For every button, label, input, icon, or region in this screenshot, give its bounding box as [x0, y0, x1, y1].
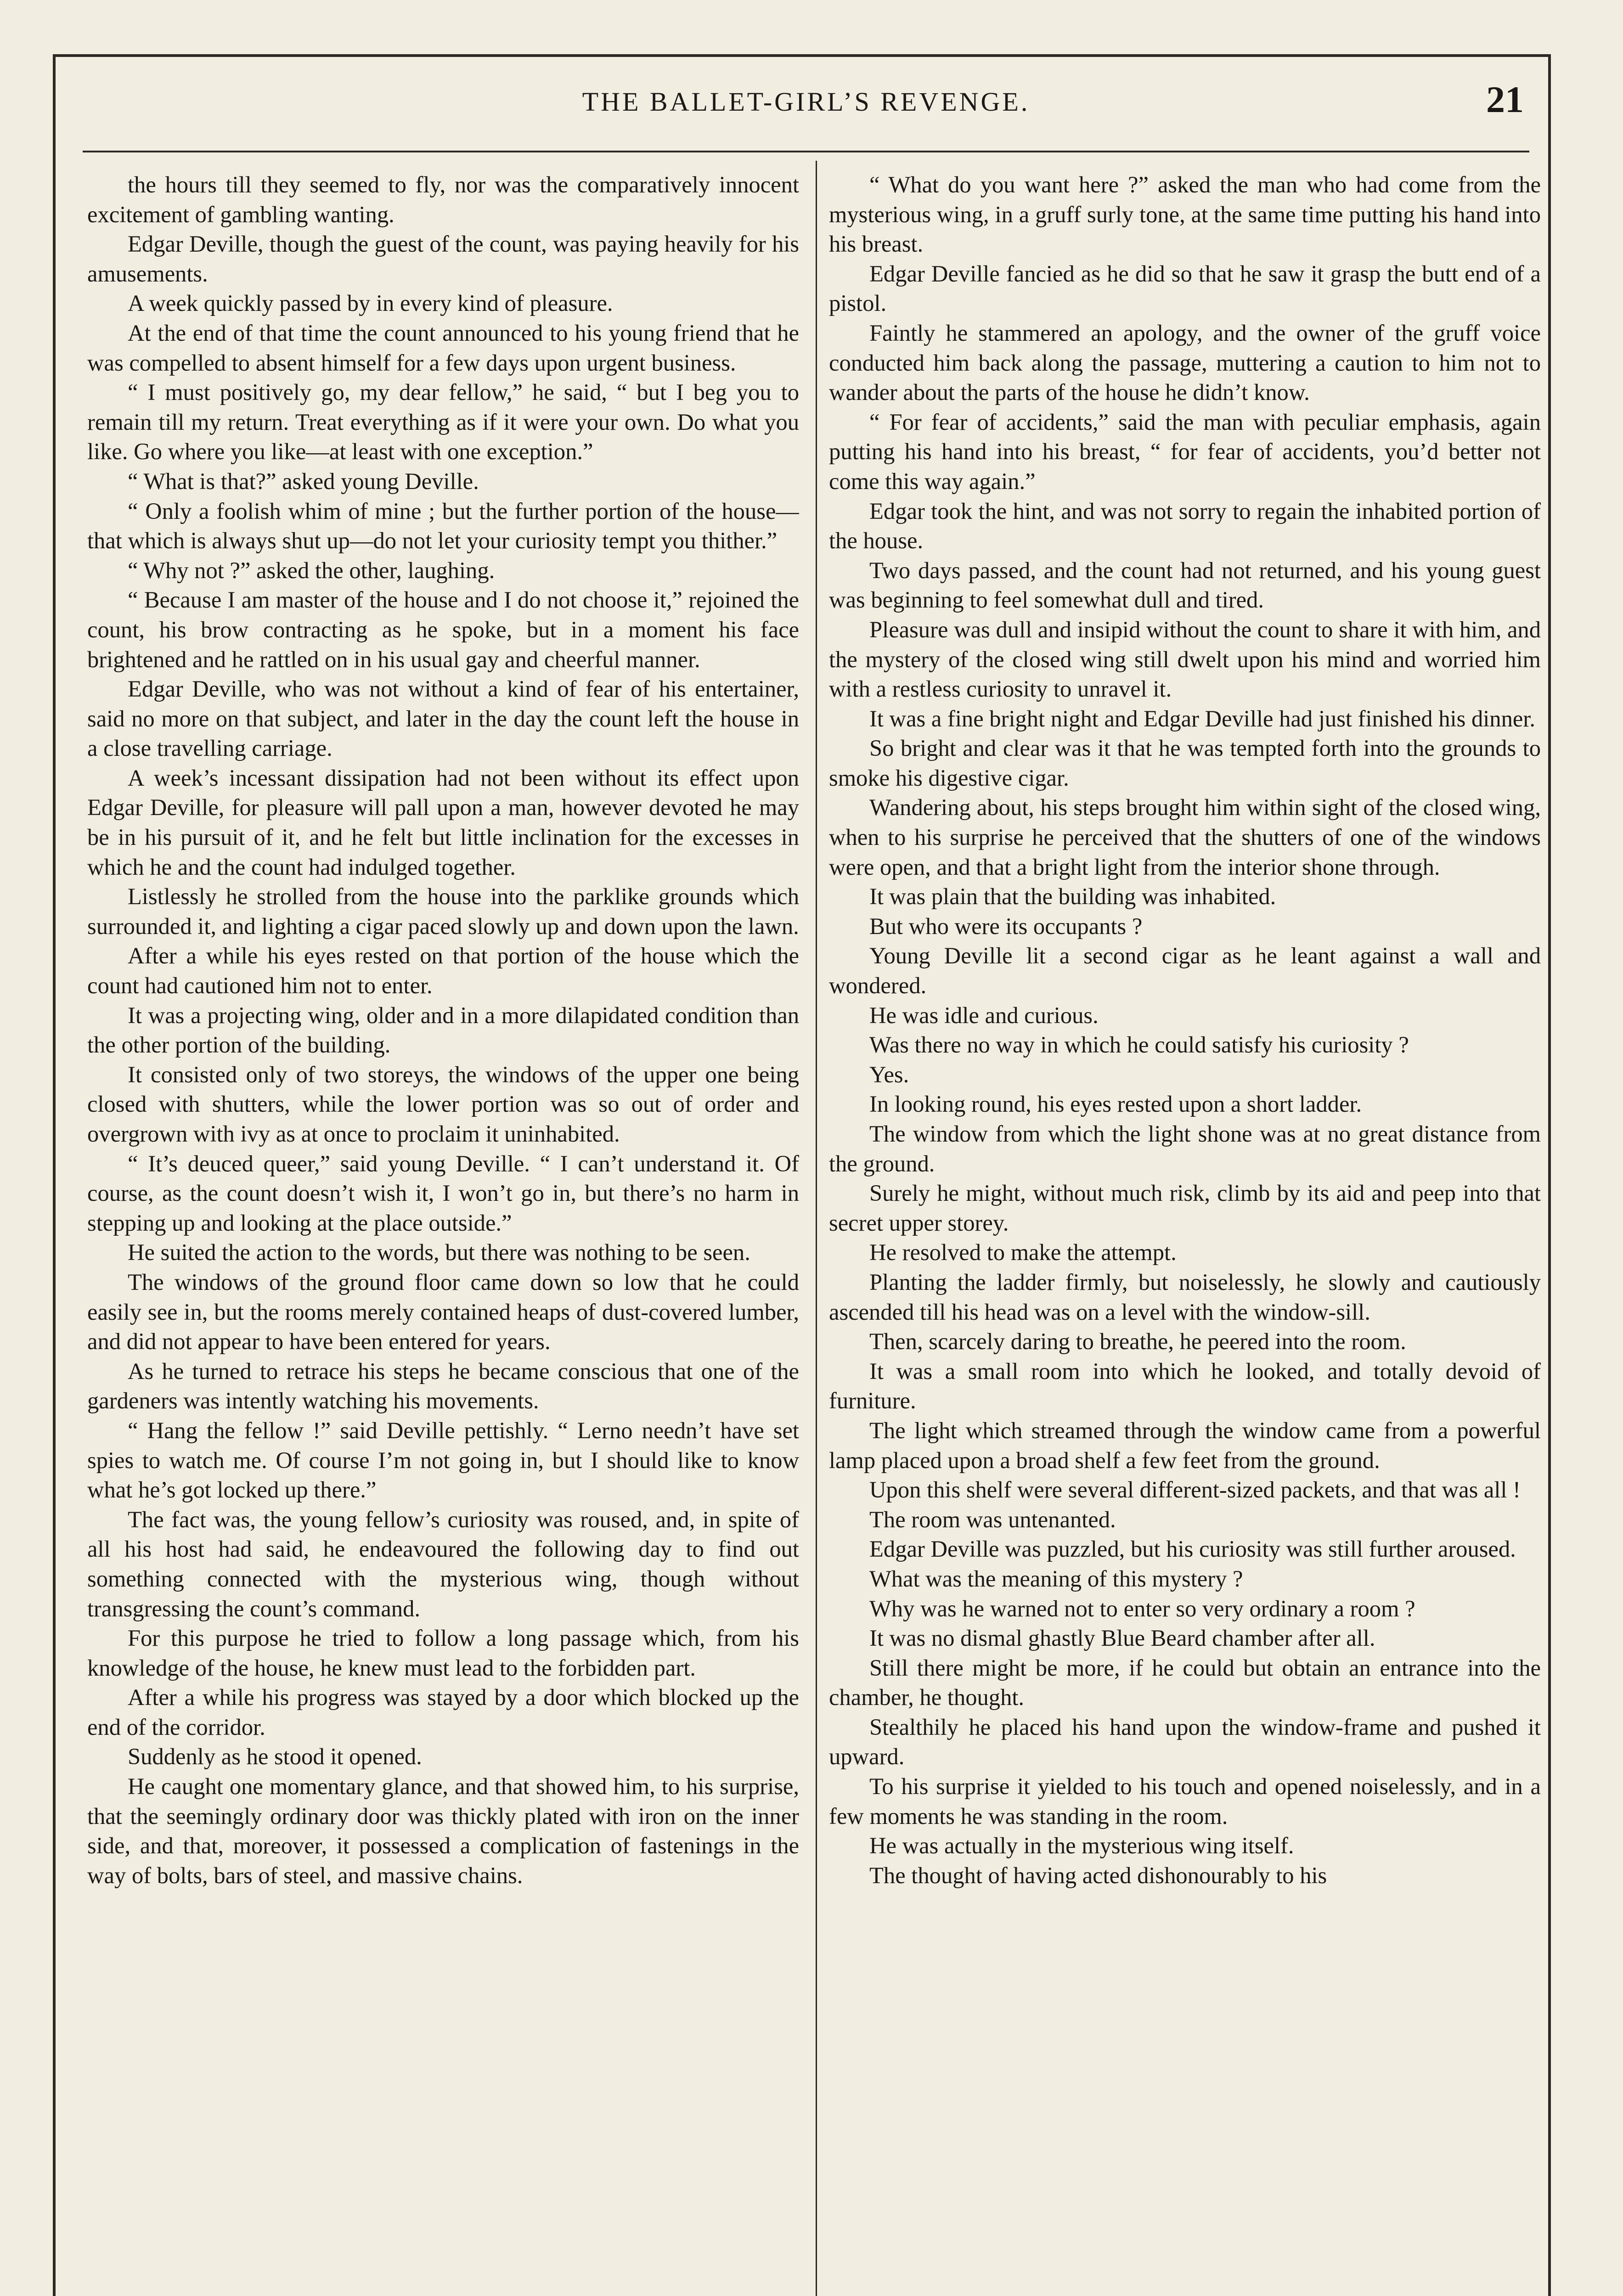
- paragraph: It was plain that the building was inhabited.: [869, 884, 1276, 910]
- paragraph: He was idle and curious.: [869, 1002, 1099, 1028]
- paragraph: “ What do you want here ?” asked the man who had come from the mysterious wing, in a gruff surly tone, at the same time putting his hand into his breast.: [829, 172, 1541, 257]
- running-title: THE BALLET-GIRL’S REVENGE.: [582, 87, 1030, 117]
- paragraph: The fact was, the young fellow’s curiosity was roused, and, in spite of all his host had said, he endeavoured the following day to find out something connected with the mysterious wing, though without transgressing the count’s command.: [87, 1506, 799, 1621]
- paragraph: the hours till they seemed to fly, nor was the comparatively innocent excitement of gambling wanting.: [87, 172, 799, 227]
- column-divider: [816, 161, 817, 2296]
- paragraph: It was a small room into which he looked, and totally devoid of furniture.: [829, 1358, 1541, 1414]
- paragraph: “ Why not ?” asked the other, laughing.: [128, 557, 495, 583]
- paragraph: Edgar took the hint, and was not sorry to regain the inhabited portion of the house.: [829, 498, 1541, 554]
- paragraph: The room was untenanted.: [869, 1506, 1116, 1532]
- paragraph: “ Only a foolish whim of mine ; but the further portion of the house—that which is always shut up—do not let your curiosity tempt you thither.”: [87, 498, 799, 554]
- paragraph: After a while his progress was stayed by a door which blocked up the end of the corridor.: [87, 1684, 799, 1740]
- paragraph: Planting the ladder firmly, but noiselessly, he slowly and cautiously ascended till his head was on a level with the window-sill.: [829, 1269, 1541, 1325]
- paragraph: He suited the action to the words, but there was nothing to be seen.: [128, 1239, 750, 1266]
- paragraph: “ Because I am master of the house and I do not choose it,” rejoined the count, his brow contracting as he spoke, but in a moment his face brightened and he rattled on in his usual gay and cheerful manner.: [87, 587, 799, 672]
- paragraph: Stealthily he placed his hand upon the window-frame and pushed it upward.: [829, 1714, 1541, 1770]
- paragraph: “ It’s deuced queer,” said young Deville. “ I can’t understand it. Of course, as the count doesn’t wish it, I won’t go in, but there’s no harm in stepping up and looking at the place outside.”: [87, 1150, 799, 1236]
- paragraph: He resolved to make the attempt.: [869, 1239, 1177, 1266]
- paragraph: What was the meaning of this mystery ?: [869, 1565, 1243, 1592]
- paragraph: The light which streamed through the window came from a powerful lamp placed upon a broad shelf a few feet from the ground.: [829, 1417, 1541, 1473]
- paragraph: Faintly he stammered an apology, and the owner of the gruff voice conducted him back along the passage, muttering a caution to him not to wander about the parts of the house he didn’t know.: [829, 320, 1541, 405]
- paragraph: The window from which the light shone was at no great distance from the ground.: [829, 1121, 1541, 1176]
- paragraph: Pleasure was dull and insipid without the count to share it with him, and the mystery of the closed wing still dwelt upon his mind and worried him with a restless curiosity to unravel it.: [829, 616, 1541, 702]
- paragraph: Edgar Deville, though the guest of the count, was paying heavily for his amusements.: [87, 231, 799, 287]
- paragraph: It was a fine bright night and Edgar Deville had just finished his dinner.: [869, 705, 1536, 732]
- paragraph: “ For fear of accidents,” said the man with peculiar emphasis, again putting his hand into his breast, “ for fear of accidents, you’d better not come this way again.”: [829, 409, 1541, 494]
- paragraph: For this purpose he tried to follow a long passage which, from his knowledge of the house, he knew must lead to the forbidden part.: [87, 1625, 799, 1681]
- paragraph: Still there might be more, if he could but obtain an entrance into the chamber, he thought.: [829, 1654, 1541, 1711]
- paragraph: Upon this shelf were several different-sized packets, and that was all !: [869, 1477, 1521, 1503]
- paragraph: Listlessly he strolled from the house into the parklike grounds which surrounded it, and lighting a cigar paced slowly up and down upon the lawn.: [87, 884, 799, 939]
- paragraph: He was actually in the mysterious wing itself.: [869, 1833, 1294, 1859]
- paragraph: But who were its occupants ?: [869, 913, 1143, 939]
- paragraph: The windows of the ground floor came down so low that he could easily see in, but the rooms merely contained heaps of dust-covered lumber, and did not appear to have been entered for years.: [87, 1269, 799, 1355]
- paragraph: So bright and clear was it that he was tempted forth into the grounds to smoke his digestive cigar.: [829, 735, 1541, 791]
- paragraph: Two days passed, and the count had not returned, and his young guest was beginning to feel somewhat dull and tired.: [829, 557, 1541, 613]
- paragraph: A week quickly passed by in every kind of pleasure.: [128, 290, 613, 316]
- header-rule: [83, 151, 1529, 152]
- paragraph: It was a projecting wing, older and in a more dilapidated condition than the other portion of the building.: [87, 1002, 799, 1058]
- paragraph: Edgar Deville, who was not without a kind of fear of his entertainer, said no more on that subject, and later in the day the count left the house in a close travelling carriage.: [87, 676, 799, 761]
- paragraph: “ Hang the fellow !” said Deville pettishly. “ Lerno needn’t have set spies to watch me. Of course I’m not going in, but I should like to know what he’s got locked up there.”: [87, 1417, 799, 1503]
- paragraph: “ What is that?” asked young Deville.: [128, 468, 479, 494]
- paragraph: It consisted only of two storeys, the windows of the upper one being closed with shutters, while the lower portion was so out of order and overgrown with ivy as at once to proclaim it uninhabited.: [87, 1061, 799, 1147]
- paragraph: Then, scarcely daring to breathe, he peered into the room.: [869, 1328, 1406, 1355]
- paragraph: The thought of having acted dishonourably to his: [869, 1862, 1327, 1888]
- paragraph: As he turned to retrace his steps he became conscious that one of the gardeners was intently watching his movements.: [87, 1358, 799, 1414]
- paragraph: In looking round, his eyes rested upon a short ladder.: [869, 1091, 1362, 1117]
- paragraph: At the end of that time the count announced to his young friend that he was compelled to absent himself for a few days upon urgent business.: [87, 320, 799, 376]
- paragraph: Suddenly as he stood it opened.: [128, 1744, 422, 1770]
- paragraph: After a while his eyes rested on that portion of the house which the count had cautioned him not to enter.: [87, 943, 799, 999]
- paragraph: Wandering about, his steps brought him within sight of the closed wing, when to his surprise he perceived that the shutters of one of the windows were open, and that a bright light from the interior shone through.: [829, 794, 1541, 880]
- right-column: [829, 170, 1541, 2296]
- paragraph: Surely he might, without much risk, climb by its aid and peep into that secret upper storey.: [829, 1180, 1541, 1236]
- paragraph: A week’s incessant dissipation had not been without its effect upon Edgar Deville, for pleasure will pall upon a man, however devoted he may be in his pursuit of it, and he felt but little inclination for the excesses in which he and the count had indulged together.: [87, 765, 799, 880]
- page-number: 21: [1486, 79, 1524, 120]
- paragraph: Yes.: [869, 1061, 909, 1087]
- paragraph: Was there no way in which he could satisfy his curiosity ?: [869, 1032, 1409, 1058]
- paragraph: Edgar Deville was puzzled, but his curiosity was still further aroused.: [869, 1536, 1516, 1562]
- paragraph: Young Deville lit a second cigar as he leant against a wall and wondered.: [829, 943, 1541, 999]
- paragraph: Why was he warned not to enter so very ordinary a room ?: [869, 1595, 1415, 1621]
- paragraph: To his surprise it yielded to his touch and opened noiselessly, and in a few moments he was standing in the room.: [829, 1773, 1541, 1829]
- paragraph: Edgar Deville fancied as he did so that he saw it grasp the butt end of a pistol.: [829, 260, 1541, 316]
- paragraph: “ I must positively go, my dear fellow,” he said, “ but I beg you to remain till my return. Treat everything as if it were your own. Do what you like. Go where you like—at least with one exception.”: [87, 379, 799, 465]
- left-column: [87, 170, 799, 2296]
- page-header: [83, 73, 1529, 142]
- paragraph: He caught one momentary glance, and that showed him, to his surprise, that the seemingly ordinary door was thickly plated with iron on the inner side, and that, moreover, it possessed a complication of fastenings in the way of bolts, bars of steel, and massive chains.: [87, 1773, 799, 1888]
- paragraph: It was no dismal ghastly Blue Beard chamber after all.: [869, 1625, 1375, 1651]
